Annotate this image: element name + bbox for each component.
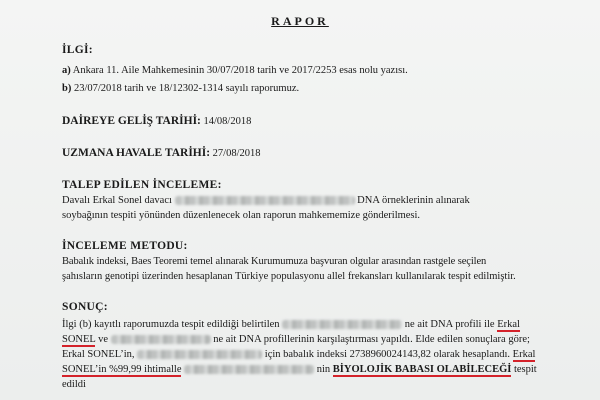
- metod-heading: İNCELEME METODU:: [62, 240, 188, 252]
- sonuc-line-2: [62, 334, 530, 345]
- sonuc-l4-c: BİYOLOJİK BABASI OLABİLECEĞİ: [332, 364, 512, 375]
- ilgi-item-a-text: Ankara 11. Aile Mahkemesinin 30/07/2018 tarih ve 2017/2253 esas nolu yazısı.: [72, 65, 408, 76]
- talep-line-1: [62, 195, 470, 206]
- metod-line-1: Babalık indeksi, Baes Teoremi temel alınarak Kurumumuza başvuran olgular arasından rastgele seçilen: [62, 256, 487, 267]
- redacted-name: [282, 320, 402, 329]
- sonuc-l1-c: Erkal: [497, 319, 520, 330]
- sonuc-l2-c: ne ait DNA profillerinin karşılaştırması yapıldı. Elde edilen sonuçlara göre;: [213, 334, 530, 345]
- sonuc-l4-a: SONEL’in %99,99 ihtimalle: [62, 364, 182, 375]
- sonuc-l3-c: Erkal: [512, 349, 536, 360]
- report-title: RAPOR: [271, 14, 329, 28]
- metod-line-2: şahısların genotipi üzerinden hesaplanan Türkiye populasyonu allel frekansları kullanılarak tespit edilmiştir.: [62, 271, 516, 282]
- uzmana-havale-label: UZMANA HAVALE TARİHİ:: [62, 147, 211, 159]
- talep-line-1-end: DNA örneklerinin alınarak: [357, 195, 470, 206]
- talep-line-1-start: Davalı Erkal Sonel davacı: [62, 195, 172, 206]
- ilgi-item-b-text: 23/07/2018 tarih ve 18/12302-1314 sayılı raporumuz.: [73, 83, 300, 94]
- sonuc-l3-b: için babalık indeksi 2738960024143,82 olarak hesaplandı.: [264, 349, 511, 360]
- uzmana-havale-value: 27/08/2018: [212, 148, 261, 159]
- ilgi-item-a: [62, 65, 408, 76]
- sonuc-l1-b: ne ait DNA profili ile: [404, 319, 495, 330]
- sonuc-line-4: [62, 364, 537, 375]
- sonuc-l4-d: tespit: [513, 364, 537, 375]
- redacted-name: [137, 350, 262, 359]
- sonuc-line-5: edildi: [62, 379, 86, 390]
- sonuc-line-3: [62, 349, 535, 360]
- ilgi-heading: İLGİ:: [62, 44, 93, 56]
- ilgi-item-b: [62, 83, 299, 94]
- redacted-name: [175, 196, 355, 205]
- talep-heading: TALEP EDİLEN İNCELEME:: [62, 179, 222, 191]
- sonuc-l1-a: İlgi (b) kayıtlı raporumuzda tespit edildiği belirtilen: [62, 319, 280, 330]
- daireye-gelis-value: 14/08/2018: [203, 116, 252, 127]
- ilgi-item-a-label: a): [62, 65, 71, 76]
- ilgi-item-b-label: b): [62, 83, 72, 94]
- daireye-gelis-row: [62, 115, 251, 127]
- uzmana-havale-row: [62, 147, 261, 159]
- talep-line-2: soybağının tespiti yönünden düzenlenecek olan raporun mahkememize gönderilmesi.: [62, 210, 421, 221]
- daireye-gelis-label: DAİREYE GELİŞ TARİHİ:: [62, 115, 201, 127]
- sonuc-heading: SONUÇ:: [62, 301, 108, 313]
- sonuc-l2-b: ve: [98, 334, 108, 345]
- sonuc-l4-b: nin: [316, 364, 331, 375]
- sonuc-l2-a: SONEL: [62, 334, 96, 345]
- redacted-name: [111, 335, 211, 344]
- redacted-name: [184, 365, 314, 374]
- sonuc-l3-a: Erkal SONEL’in,: [62, 349, 135, 360]
- sonuc-line-1: [62, 319, 520, 330]
